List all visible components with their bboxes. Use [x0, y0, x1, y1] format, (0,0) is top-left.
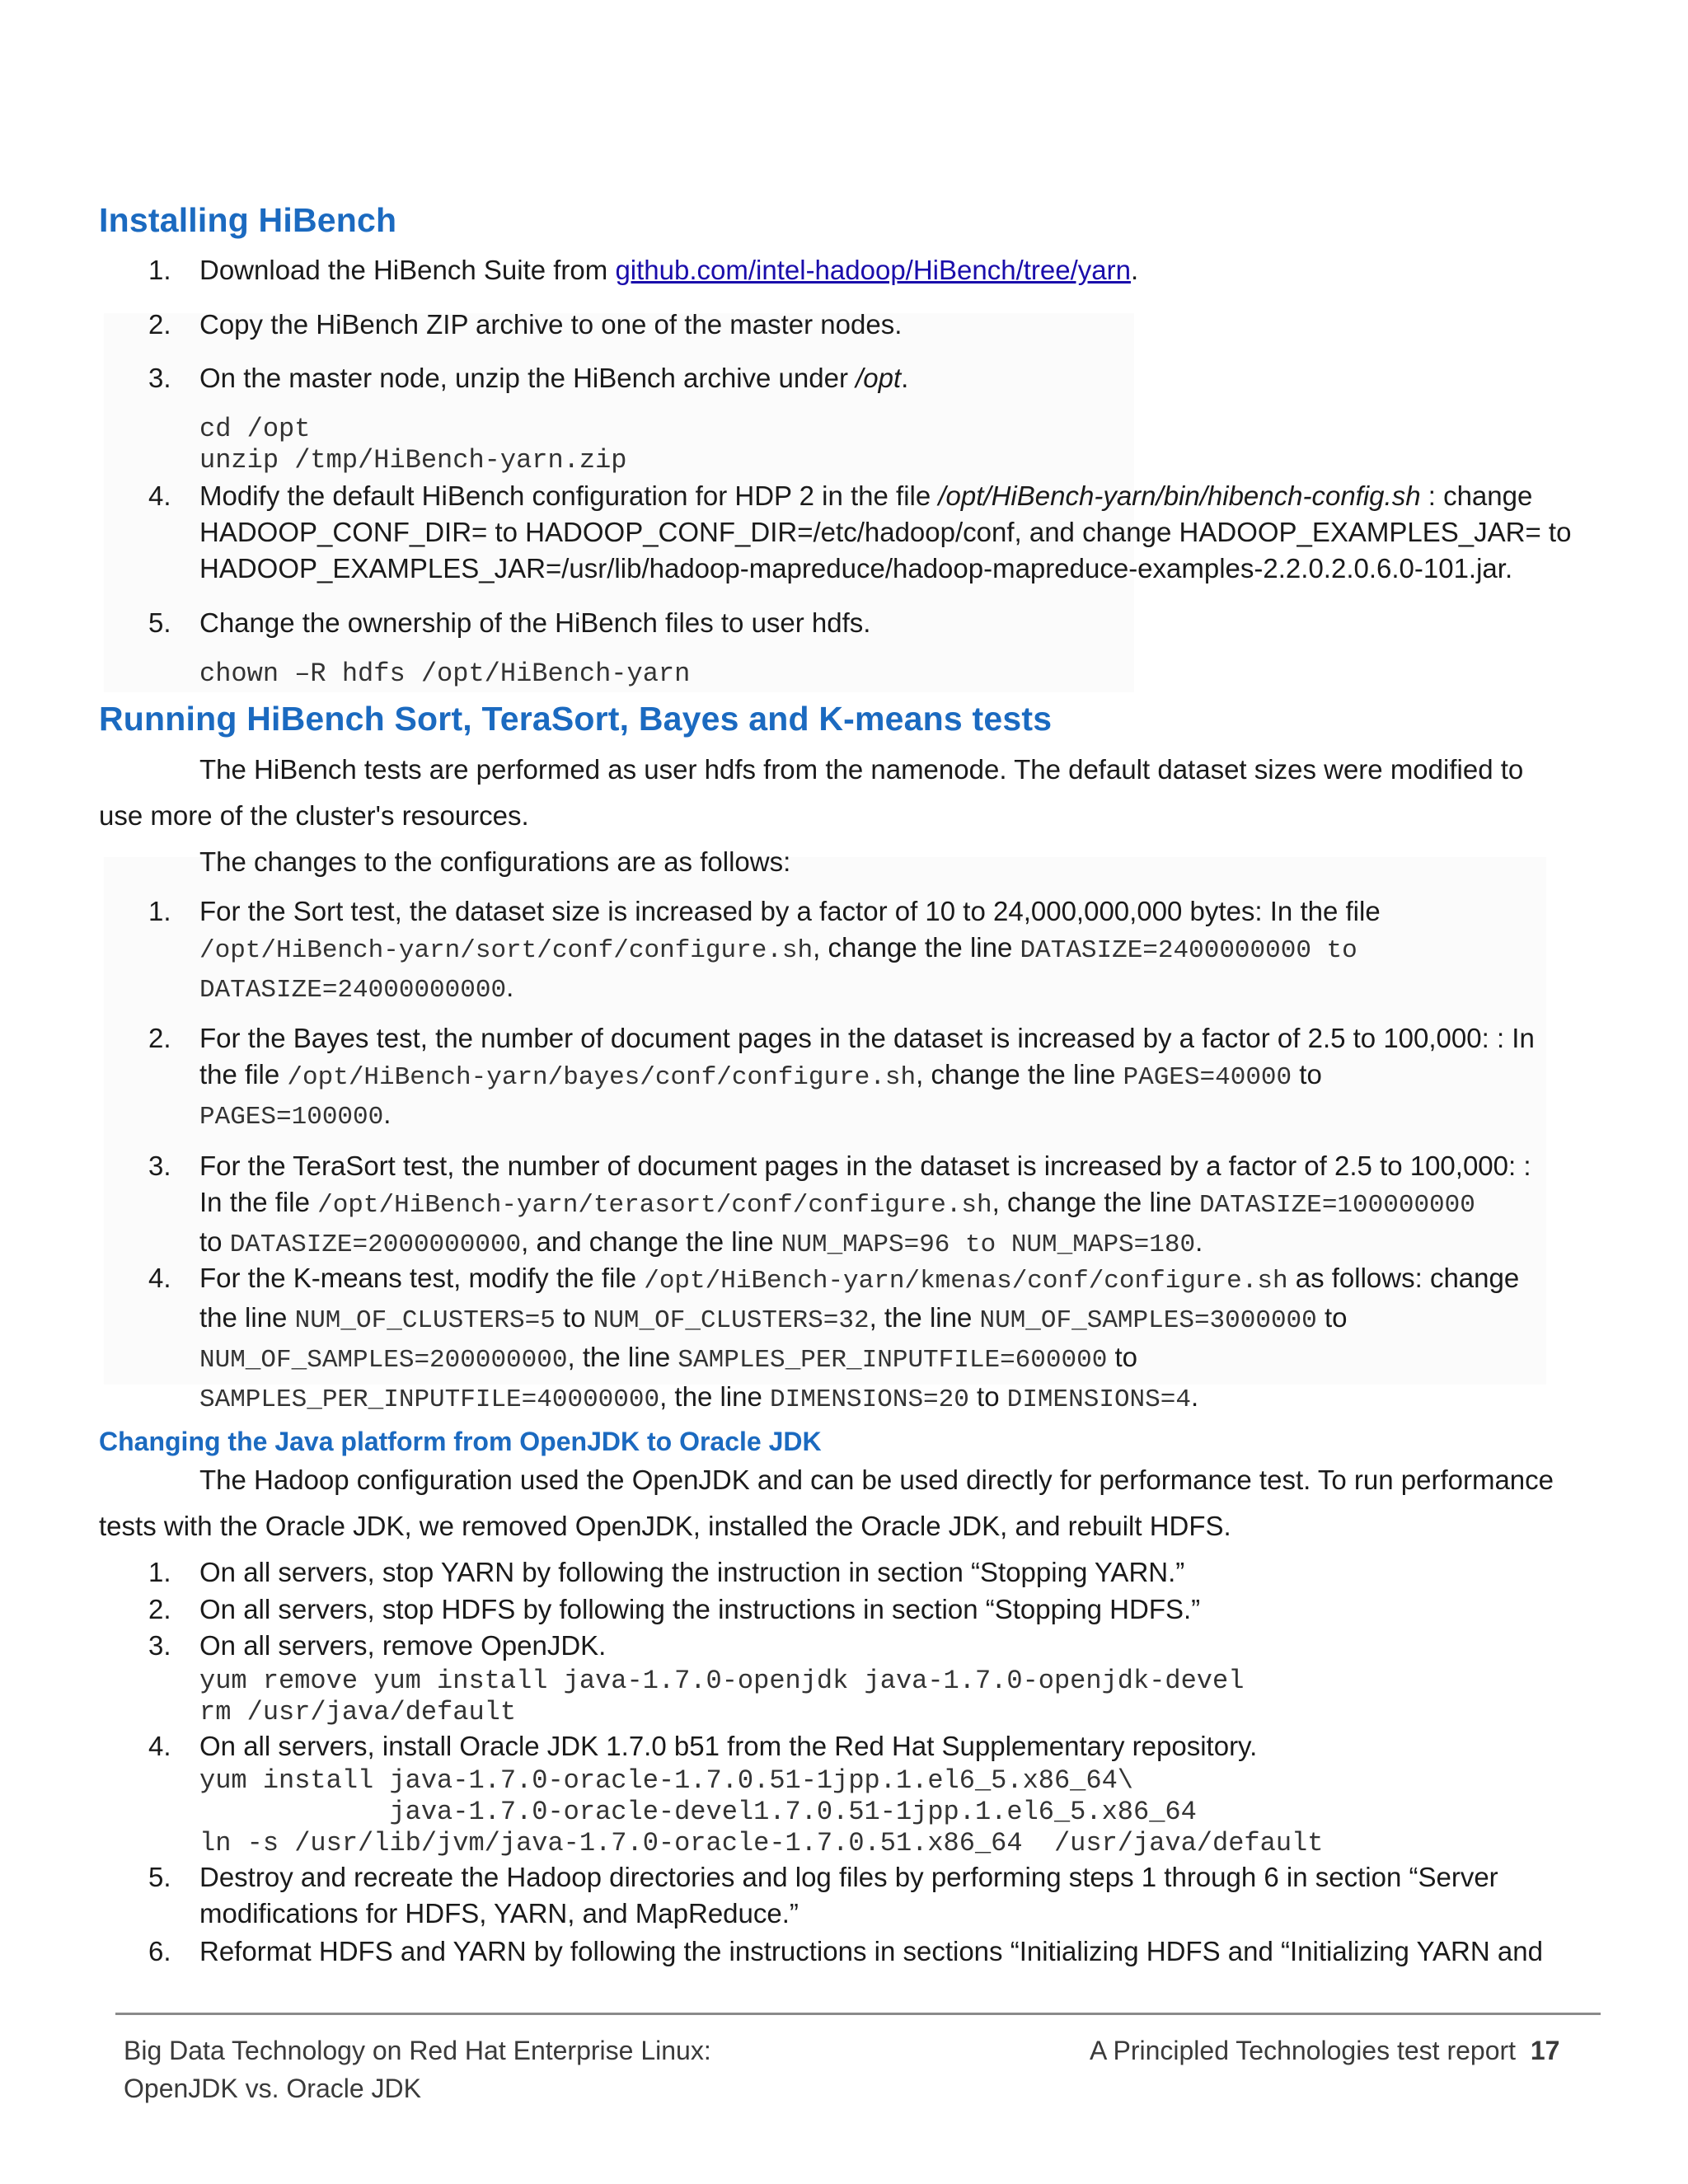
- footer-left: [124, 2032, 711, 2107]
- code-inline: NUM_OF_CLUSTERS=5: [294, 1306, 556, 1335]
- paragraph: use more of the cluster's resources.: [99, 800, 529, 831]
- list-item-text: Destroy and recreate the Hadoop directories and log files by performing steps 1 through 6 in section “Server: [199, 1862, 1498, 1892]
- list-number: 2.: [148, 1594, 171, 1624]
- file-path: /opt/HiBench-yarn/sort/conf/configure.sh: [199, 936, 814, 965]
- code-inline: DATASIZE=100000000: [1199, 1191, 1475, 1220]
- code-inline: NUM_MAPS=180: [1010, 1230, 1196, 1259]
- footer-title: Big Data Technology on Red Hat Enterprise Linux:: [124, 2036, 711, 2065]
- list-item-text: to: [968, 1381, 1007, 1412]
- code-inline: PAGES=100000: [199, 1103, 384, 1132]
- list-item: [199, 1260, 1601, 1418]
- list-item-text: For the K-means test, modify the file: [199, 1263, 645, 1293]
- code-inline: NUM_OF_CLUSTERS=32: [593, 1306, 870, 1335]
- footer-right: [1090, 2032, 1559, 2069]
- code-inline: NUM_OF_SAMPLES=200000000: [199, 1346, 568, 1375]
- list-item: On all servers, stop HDFS by following the instructions in section “Stopping HDFS.”: [199, 1594, 1201, 1624]
- list-number: 3.: [148, 363, 171, 393]
- list-item-text: to: [1107, 1342, 1137, 1372]
- list-item-text: , the line: [567, 1342, 678, 1372]
- list-item-text: the file: [199, 1059, 288, 1090]
- list-item-text: .: [1190, 1381, 1199, 1412]
- list-item: [199, 252, 1601, 288]
- paragraph: tests with the Oracle JDK, we removed OpenJDK, installed the Oracle JDK, and rebuilt HDFS.: [99, 1511, 1231, 1541]
- footer-divider: [115, 2013, 1601, 2015]
- list-item-text: .: [506, 972, 514, 1002]
- list-item-text: .: [1130, 255, 1139, 285]
- list-item-text: the line: [199, 1302, 295, 1333]
- list-number: 1.: [148, 255, 171, 285]
- section-heading-installing: Installing HiBench: [99, 201, 397, 239]
- list-number: 5.: [148, 607, 171, 638]
- list-item: [199, 478, 1601, 587]
- paragraph: The HiBench tests are performed as user hdfs from the namenode. The default dataset sizes were modified to: [199, 754, 1524, 785]
- page-number: 17: [1530, 2036, 1560, 2065]
- list-item-text: .: [383, 1099, 392, 1129]
- code-block: yum remove yum install java-1.7.0-openjdk java-1.7.0-openjdk-devel rm /usr/java/default: [199, 1666, 1245, 1727]
- list-number: 4.: [148, 1731, 171, 1761]
- code-inline: NUM_OF_SAMPLES=3000000: [979, 1306, 1317, 1335]
- list-item-text: , the line: [869, 1302, 980, 1333]
- list-item: On all servers, remove OpenJDK.: [199, 1630, 607, 1661]
- section-heading-running: Running HiBench Sort, TeraSort, Bayes and K-means tests: [99, 700, 1053, 738]
- list-item: [199, 1020, 1601, 1136]
- list-item: [199, 360, 1601, 396]
- list-number: 3.: [148, 1151, 171, 1181]
- list-item: On all servers, install Oracle JDK 1.7.0 b51 from the Red Hat Supplementary repository.: [199, 1731, 1258, 1761]
- code-inline: PAGES=40000: [1123, 1063, 1292, 1092]
- footer-subtitle: OpenJDK vs. Oracle JDK: [124, 2074, 421, 2103]
- code-inline: DATASIZE=2400000000 to: [1020, 936, 1357, 965]
- list-item-text: On the master node, unzip the HiBench archive under: [199, 363, 856, 393]
- list-item-text: to: [1316, 1302, 1348, 1333]
- list-item: On all servers, stop YARN by following the instruction in section “Stopping YARN.”: [199, 1557, 1185, 1587]
- list-item-text: : change: [1420, 480, 1533, 511]
- list-number: 1.: [148, 896, 171, 926]
- file-path: /opt: [856, 363, 902, 393]
- file-path: /opt/HiBench-yarn/bin/hibench-config.sh: [938, 480, 1421, 511]
- list-item-text: , change the line: [992, 1187, 1199, 1217]
- code-inline: SAMPLES_PER_INPUTFILE=600000: [678, 1346, 1108, 1375]
- list-item-text: , and change the line: [521, 1226, 781, 1257]
- code-inline: to: [950, 1230, 1011, 1259]
- list-item-text: , change the line: [813, 932, 1020, 963]
- list-item-text: to: [199, 1226, 230, 1257]
- list-number: 2.: [148, 309, 171, 340]
- paragraph: The Hadoop configuration used the OpenJDK and can be used directly for performance test. To run performance: [199, 1465, 1554, 1495]
- list-number: 3.: [148, 1630, 171, 1661]
- list-number: 1.: [148, 1557, 171, 1587]
- code-inline: DATASIZE=24000000000: [199, 976, 507, 1005]
- list-item: Change the ownership of the HiBench files to user hdfs.: [199, 607, 871, 638]
- list-item-text: For the Bayes test, the number of document pages in the dataset is increased by a factor of 2.5 to 100,000: : In: [199, 1023, 1535, 1053]
- hibench-link[interactable]: github.com/intel-hadoop/HiBench/tree/yarn: [615, 255, 1131, 285]
- code-inline: DIMENSIONS=20: [770, 1385, 969, 1414]
- file-path: /opt/HiBench-yarn/kmenas/conf/configure.sh: [644, 1267, 1288, 1296]
- list-item-text: Download the HiBench Suite from: [199, 255, 616, 285]
- list-item-text: , the line: [659, 1381, 771, 1412]
- list-item-text: as follows: change: [1287, 1263, 1520, 1293]
- code-block: cd /opt unzip /tmp/HiBench-yarn.zip: [199, 414, 627, 476]
- list-item-text: .: [1195, 1226, 1203, 1257]
- code-inline: DIMENSIONS=4: [1006, 1385, 1191, 1414]
- list-number: 4.: [148, 480, 171, 511]
- list-item-text: For the TeraSort test, the number of document pages in the dataset is increased by a factor of 2.5 to 100,000: :: [199, 1151, 1531, 1181]
- file-path: /opt/HiBench-yarn/bayes/conf/configure.sh: [287, 1063, 917, 1092]
- list-item-text: HADOOP_CONF_DIR= to HADOOP_CONF_DIR=/etc/hadoop/conf, and change HADOOP_EXAMPLES_JAR= to: [199, 517, 1572, 547]
- footer-report-label: A Principled Technologies test report: [1090, 2036, 1517, 2065]
- list-number: 6.: [148, 1936, 171, 1966]
- list-item-text: .: [901, 363, 909, 393]
- list-number: 5.: [148, 1862, 171, 1892]
- subsection-heading-java: Changing the Java platform from OpenJDK to Oracle JDK: [99, 1427, 822, 1456]
- list-item-text: For the Sort test, the dataset size is increased by a factor of 10 to 24,000,000,000 bytes: In the file: [199, 896, 1381, 926]
- code-block: chown –R hdfs /opt/HiBench-yarn: [199, 658, 691, 689]
- list-number: 4.: [148, 1263, 171, 1293]
- list-item-text: modifications for HDFS, YARN, and MapReduce.”: [199, 1898, 799, 1929]
- list-item: [199, 1859, 1601, 1932]
- file-path: /opt/HiBench-yarn/terasort/conf/configure.sh: [317, 1191, 992, 1220]
- code-inline: SAMPLES_PER_INPUTFILE=40000000: [199, 1385, 660, 1414]
- code-inline: DATASIZE=2000000000: [229, 1230, 522, 1259]
- list-item: Copy the HiBench ZIP archive to one of the master nodes.: [199, 309, 903, 340]
- list-item-text: HADOOP_EXAMPLES_JAR=/usr/lib/hadoop-mapreduce/hadoop-mapreduce-examples-2.2.0.2.0.6.0-101.jar.: [199, 553, 1513, 583]
- list-item-text: to: [1292, 1059, 1322, 1090]
- list-item-text: , change the line: [916, 1059, 1123, 1090]
- list-item-text: to: [555, 1302, 593, 1333]
- list-number: 2.: [148, 1023, 171, 1053]
- list-item: Reformat HDFS and YARN by following the instructions in sections “Initializing HDFS and “Initializing YARN and: [199, 1936, 1543, 1966]
- list-item: [199, 1148, 1601, 1263]
- paragraph: The changes to the configurations are as follows:: [199, 846, 791, 877]
- list-item-text: In the file: [199, 1187, 318, 1217]
- code-inline: NUM_MAPS=96: [781, 1230, 950, 1259]
- code-block: yum install java-1.7.0-oracle-1.7.0.51-1jpp.1.el6_5.x86_64\ java-1.7.0-oracle-devel1.7.0.51-1jpp.1.el6_5.x86_64 ln -s /usr/lib/jvm/java-1.7.0-oracle-1.7.0.51.x86_64 /usr/java/default: [199, 1765, 1324, 1858]
- list-item-text: Modify the default HiBench configuration for HDP 2 in the file: [199, 480, 939, 511]
- list-item: [199, 893, 1601, 1009]
